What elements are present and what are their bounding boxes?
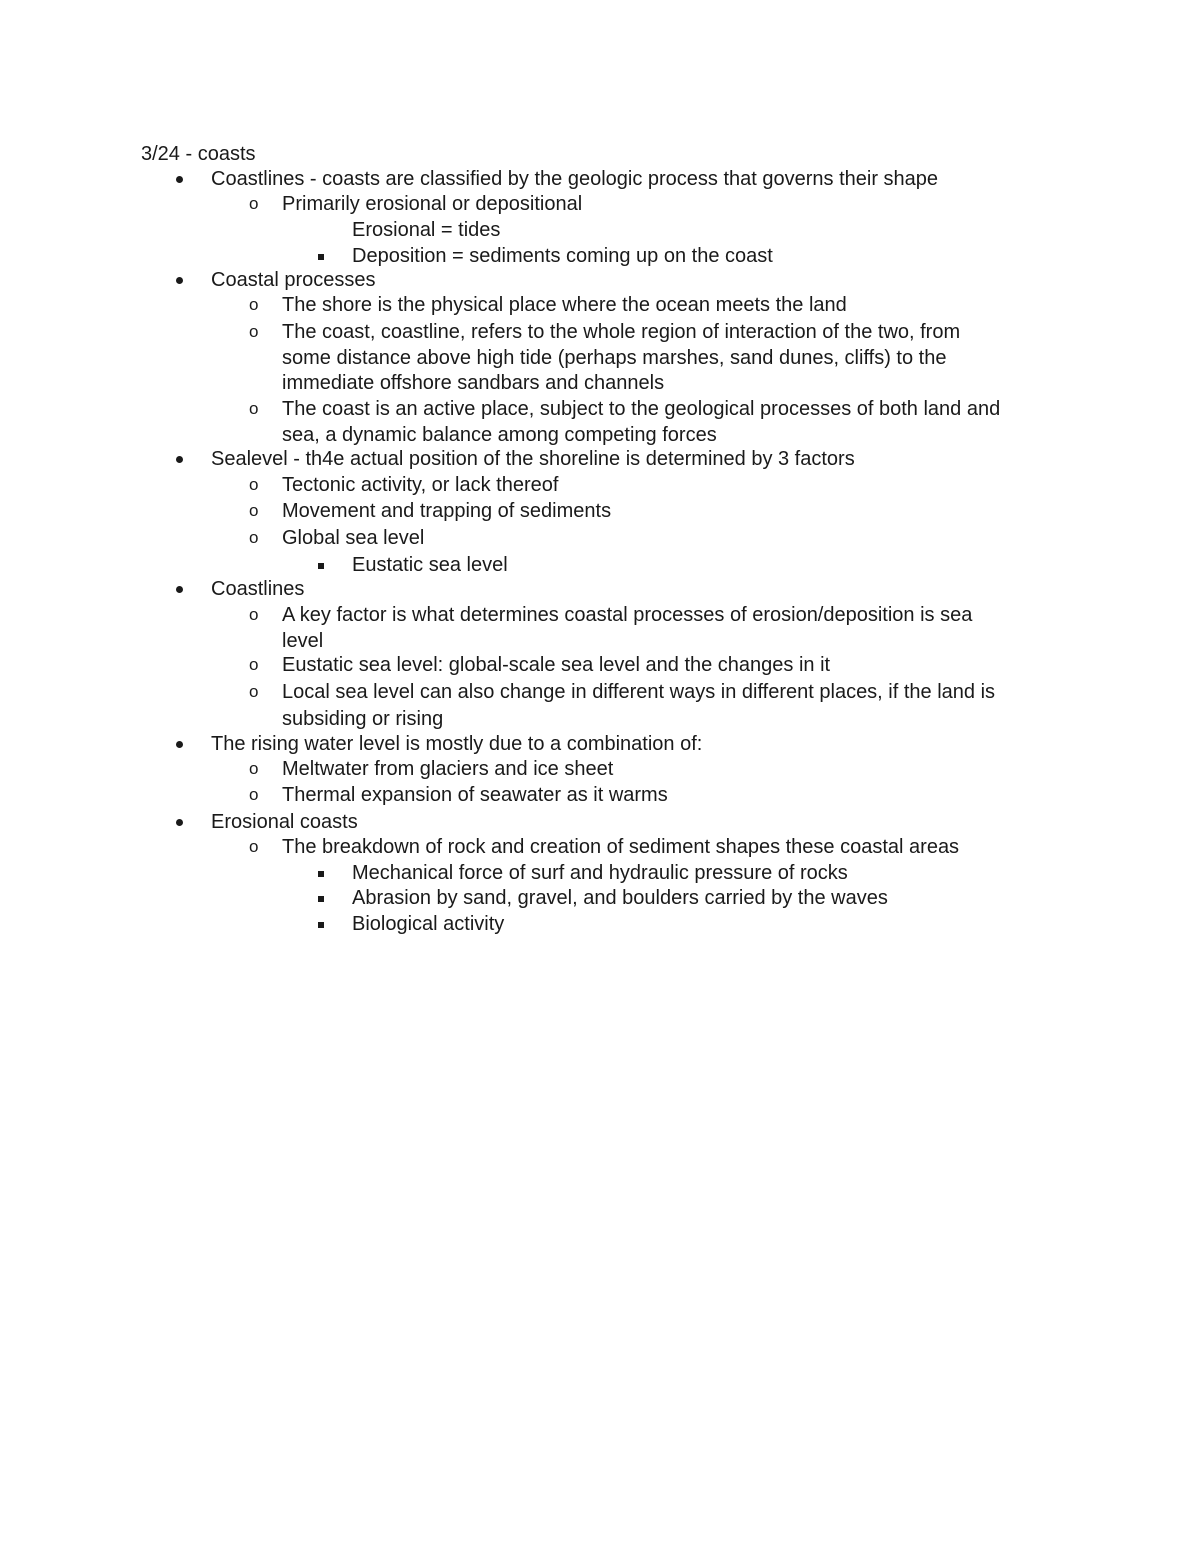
list-item-text: Deposition = sediments coming up on the coast — [352, 245, 773, 267]
list-item-text: Abrasion by sand, gravel, and boulders carried by the waves — [352, 887, 888, 909]
list-item — [0, 525, 1200, 551]
list-item-text: Sealevel - th4e actual position of the shoreline is determined by 3 factors — [211, 448, 855, 470]
list-item-continuation — [0, 628, 1200, 654]
list-item-text: Movement and trapping of sediments — [282, 500, 612, 522]
list-item — [0, 498, 1200, 524]
list-item-text: Meltwater from glaciers and ice sheet — [282, 758, 614, 780]
circle-bullet-icon: o — [249, 837, 259, 856]
list-item-text: The coast, coastline, refers to the whole region of interaction of the two, from — [282, 321, 961, 343]
circle-bullet-icon: o — [249, 501, 259, 520]
circle-bullet-icon: o — [249, 682, 259, 701]
list-item — [0, 834, 1200, 860]
list-item-continuation — [0, 706, 1200, 732]
list-item-text: Global sea level — [282, 527, 425, 549]
list-item — [0, 217, 1200, 243]
square-bullet-icon — [318, 254, 324, 260]
circle-bullet-icon: o — [249, 194, 259, 213]
circle-bullet-icon: o — [249, 605, 259, 624]
list-item-continuation — [0, 370, 1200, 396]
list-item — [0, 243, 1200, 269]
list-item — [0, 809, 1200, 835]
list-item — [0, 652, 1200, 678]
circle-bullet-icon: o — [249, 295, 259, 314]
circle-bullet-icon: o — [249, 528, 259, 547]
square-bullet-icon — [318, 563, 324, 569]
circle-bullet-icon: o — [249, 475, 259, 494]
list-item — [0, 885, 1200, 911]
circle-bullet-icon: o — [249, 655, 259, 674]
list-item — [0, 267, 1200, 293]
list-item — [0, 860, 1200, 886]
list-item — [0, 756, 1200, 782]
list-item-text: Coastlines - coasts are classified by the geologic process that governs their shape — [211, 168, 939, 190]
bullet-icon — [176, 586, 183, 593]
list-item-text: The coast is an active place, subject to the geological processes of both land and — [282, 398, 1001, 420]
list-item — [0, 292, 1200, 318]
bullet-icon — [176, 456, 183, 463]
list-item — [0, 679, 1200, 705]
list-item — [0, 319, 1200, 345]
square-bullet-icon — [318, 896, 324, 902]
list-item — [0, 166, 1200, 192]
list-item-text: some distance above high tide (perhaps marshes, sand dunes, cliffs) to the — [282, 347, 947, 369]
list-item-text: The breakdown of rock and creation of sediment shapes these coastal areas — [282, 836, 960, 858]
list-item — [0, 552, 1200, 578]
list-item-text: Primarily erosional or depositional — [282, 193, 583, 215]
list-item — [0, 191, 1200, 217]
list-item-text: The rising water level is mostly due to a combination of: — [211, 733, 703, 755]
list-item-text: Eustatic sea level: global-scale sea level and the changes in it — [282, 654, 831, 676]
list-item — [0, 576, 1200, 602]
bullet-icon — [176, 819, 183, 826]
list-item — [0, 911, 1200, 937]
list-item — [0, 446, 1200, 472]
list-item-text: subsiding or rising — [282, 708, 444, 730]
list-item-continuation — [0, 422, 1200, 448]
square-bullet-icon — [318, 871, 324, 877]
circle-bullet-icon: o — [249, 399, 259, 418]
list-item-text: Biological activity — [352, 913, 505, 935]
circle-bullet-icon: o — [249, 322, 259, 341]
list-item-text: immediate offshore sandbars and channels — [282, 372, 665, 394]
list-item-text: Mechanical force of surf and hydraulic pressure of rocks — [352, 862, 848, 884]
list-item-text: Eustatic sea level — [352, 554, 508, 576]
circle-bullet-icon: o — [249, 785, 259, 804]
bullet-icon — [176, 741, 183, 748]
list-item — [0, 602, 1200, 628]
circle-bullet-icon: o — [249, 759, 259, 778]
list-item — [0, 782, 1200, 808]
list-item-text: level — [282, 630, 324, 652]
list-item — [0, 472, 1200, 498]
bullet-icon — [176, 176, 183, 183]
list-item-text: Tectonic activity, or lack thereof — [282, 474, 559, 496]
square-bullet-icon — [318, 922, 324, 928]
list-item-text: Erosional coasts — [211, 811, 358, 833]
list-item-text: Coastal processes — [211, 269, 376, 291]
list-item-text: The shore is the physical place where the ocean meets the land — [282, 294, 847, 316]
bullet-icon — [176, 277, 183, 284]
list-item-text: Thermal expansion of seawater as it warms — [282, 784, 668, 806]
list-item-text: Erosional = tides — [352, 219, 501, 241]
list-item — [0, 731, 1200, 757]
list-item-text: A key factor is what determines coastal processes of erosion/deposition is sea — [282, 604, 973, 626]
list-item-text: sea, a dynamic balance among competing forces — [282, 424, 717, 446]
list-item-text: Local sea level can also change in different ways in different places, if the land is — [282, 681, 996, 703]
note-title: 3/24 - coasts — [141, 143, 256, 165]
list-item-continuation — [0, 345, 1200, 371]
list-item-text: Coastlines — [211, 578, 305, 600]
list-item — [0, 396, 1200, 422]
